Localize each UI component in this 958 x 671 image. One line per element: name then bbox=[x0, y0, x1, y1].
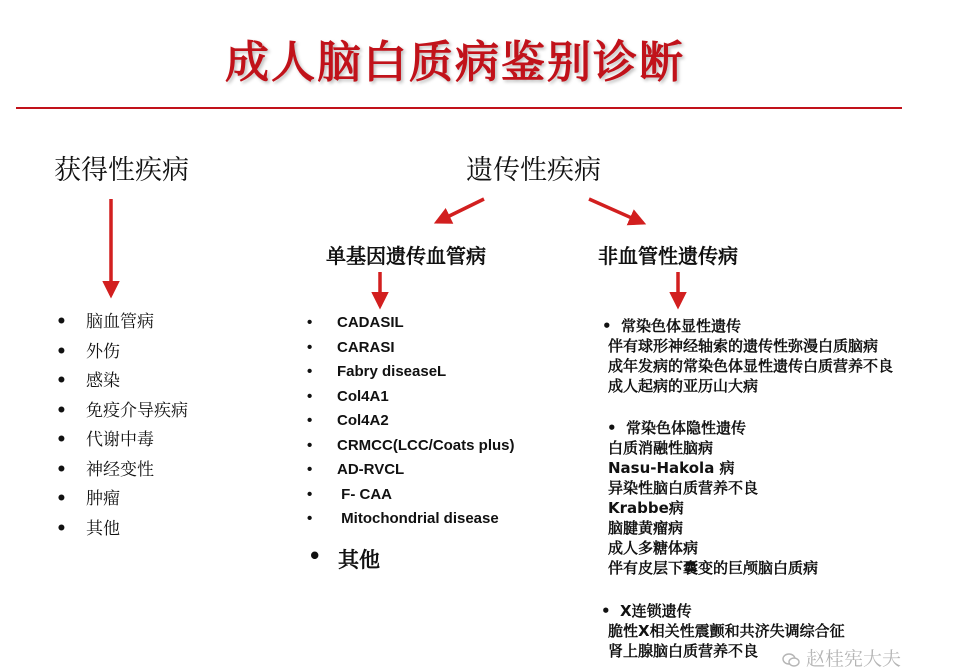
watermark-text: 赵桂宪大夫 bbox=[806, 648, 902, 670]
page-title: 成人脑白质病鉴别诊断 bbox=[225, 37, 685, 88]
list-item: • 神经变性 bbox=[86, 456, 188, 486]
list-item: • Col4A2 bbox=[337, 409, 515, 434]
monogenic-other: • 其他 bbox=[338, 544, 380, 574]
monogenic-vascular-list bbox=[337, 311, 515, 532]
list-item: • CARASI bbox=[337, 336, 515, 361]
list-item: • CADASIL bbox=[337, 311, 515, 336]
hereditary-heading: 遗传性疾病 bbox=[466, 155, 601, 186]
list-item: 伴有球形神经轴索的遗传性弥漫白质脑病 bbox=[608, 337, 879, 355]
wechat-icon bbox=[782, 653, 800, 667]
list-item: • 免疫介导疾病 bbox=[86, 397, 188, 427]
list-item: 异染性脑白质营养不良 bbox=[608, 479, 759, 497]
list-item: • Col4A1 bbox=[337, 385, 515, 410]
list-item: Krabbe病 bbox=[608, 499, 684, 517]
watermark bbox=[782, 644, 901, 671]
arrow-to-monogenic bbox=[437, 199, 484, 222]
list-item: • 代谢中毒 bbox=[86, 426, 188, 456]
autosomal-dominant-group bbox=[608, 316, 893, 396]
list-item: 成人起病的亚历山大病 bbox=[608, 377, 759, 395]
list-item: • CRMCC(LCC/Coats plus) bbox=[337, 434, 515, 459]
list-item: 成年发病的常染色体显性遗传白质营养不良 bbox=[608, 357, 894, 375]
group-heading: • 常染色体隐性遗传 bbox=[626, 418, 836, 438]
list-item: • 脑血管病 bbox=[86, 308, 188, 338]
non-vascular-heading: 非血管性遗传病 bbox=[598, 244, 738, 268]
list-item: 肾上腺脑白质营养不良 bbox=[608, 642, 759, 660]
list-item: • 肿瘤 bbox=[86, 485, 188, 515]
list-item: 伴有皮层下囊变的巨颅脑白质病 bbox=[608, 559, 819, 577]
acquired-list bbox=[86, 308, 188, 544]
group-heading: • X连锁遗传 bbox=[620, 601, 857, 621]
list-item: 成人多糖体病 bbox=[608, 539, 699, 557]
list-item: • 感染 bbox=[86, 367, 188, 397]
autosomal-recessive-group bbox=[608, 418, 818, 578]
list-item: • 外伤 bbox=[86, 338, 188, 368]
list-item: • 其他 bbox=[86, 515, 188, 545]
list-item: • F- CAA bbox=[337, 483, 515, 508]
group-heading: • 常染色体显性遗传 bbox=[621, 316, 906, 336]
list-item: • Fabry diseaseL bbox=[337, 360, 515, 385]
list-item: 脆性X相关性震颤和共济失调综合征 bbox=[608, 622, 845, 640]
list-item: • AD-RVCL bbox=[337, 458, 515, 483]
acquired-heading: 获得性疾病 bbox=[54, 155, 189, 186]
list-item: 白质消融性脑病 bbox=[608, 439, 714, 457]
arrow-to-non-vascular bbox=[589, 199, 643, 223]
list-item: 脑腱黄瘤病 bbox=[608, 519, 684, 537]
list-item: Nasu-Hakola 病 bbox=[608, 459, 735, 477]
list-item: • Mitochondrial disease bbox=[337, 507, 515, 532]
monogenic-vascular-heading: 单基因遗传血管病 bbox=[326, 244, 486, 268]
